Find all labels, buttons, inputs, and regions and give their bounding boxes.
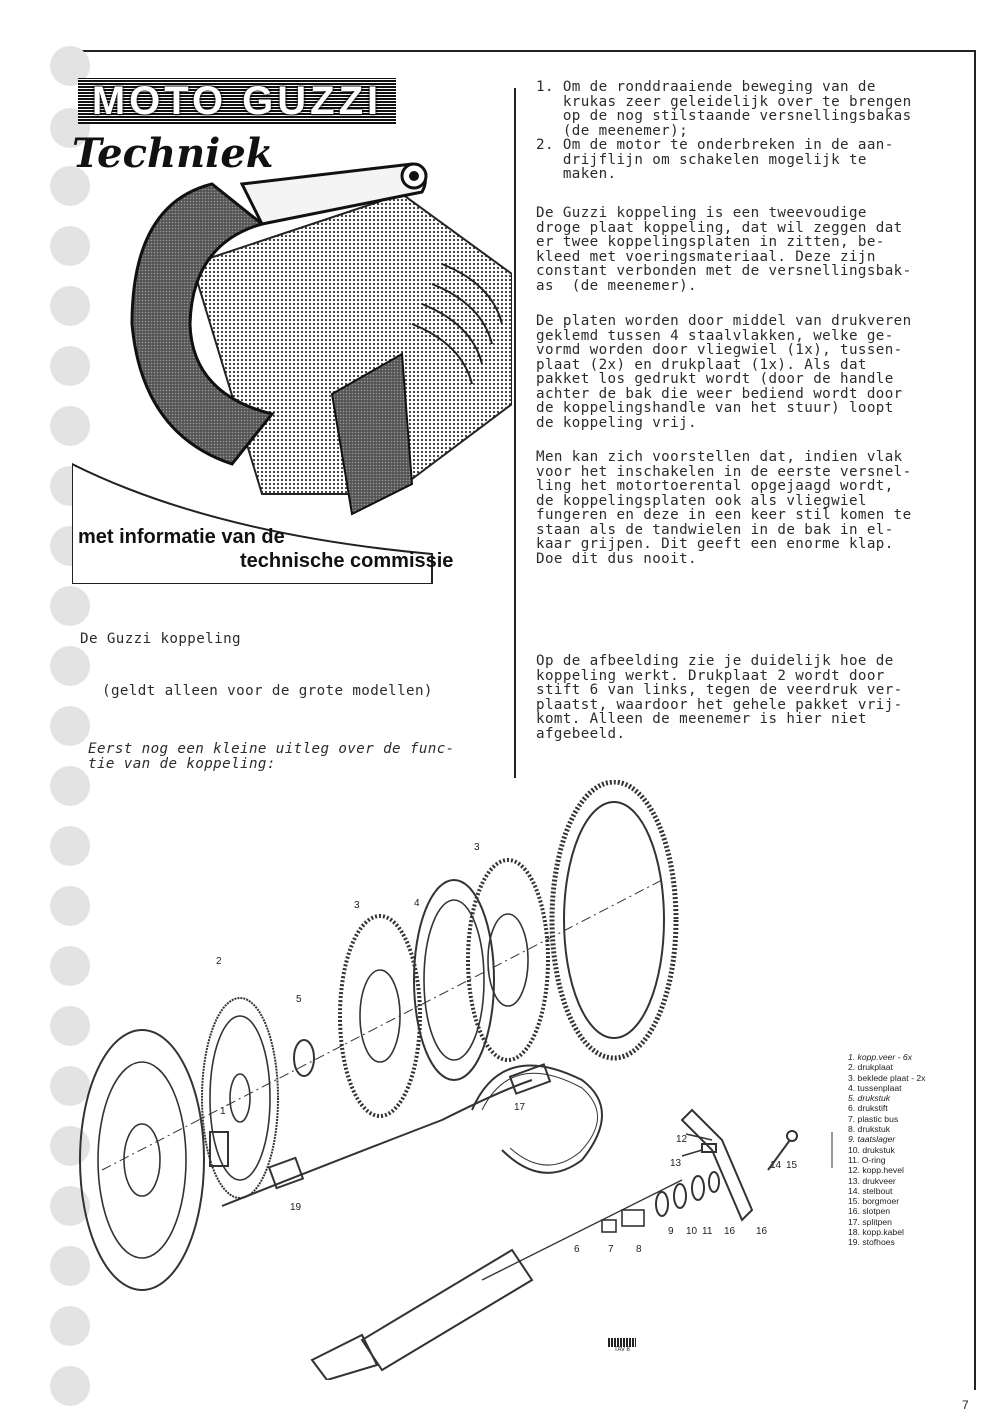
- article-title: De Guzzi koppeling: [80, 631, 241, 647]
- clutch-exploded-view: [62, 780, 962, 1380]
- legend-item: 1. kopp.veer - 6x: [848, 1052, 913, 1062]
- legend-item: 13. drukveer: [848, 1175, 896, 1186]
- part-number: 10: [686, 1226, 698, 1237]
- intro-text: Eerst nog een kleine uitleg over de func- tie van de koppeling:: [88, 741, 455, 772]
- part-number: 3: [474, 842, 480, 853]
- binder-hole: [50, 586, 90, 626]
- logo-caption: TAV 8: [614, 1347, 630, 1353]
- part-number: 8: [636, 1244, 642, 1255]
- legend-item: 8. drukstuk: [848, 1124, 891, 1135]
- part-number: 4: [414, 898, 420, 909]
- part-number: 2: [216, 956, 222, 967]
- parts-legend: [848, 1052, 925, 1248]
- clutch-diagram: [62, 780, 962, 1380]
- section-title: Techniek: [72, 130, 274, 177]
- legend-item: 7. plastic bus: [848, 1113, 899, 1124]
- legend-item: 16. slotpen: [848, 1206, 891, 1217]
- function-list: 1. Om de ronddraaiende beweging van de krukas zeer geleidelijk over te brengen op de nog stilstaande versnellingsbakas (de meenemer); 2. Om de motor te onderbreken in de aan- drijflijn om schakelen mogelijk te maken.: [536, 79, 912, 182]
- legend-item: 4. tussenplaat: [848, 1082, 902, 1093]
- part-number: 7: [608, 1244, 614, 1255]
- paragraph-4: Op de afbeelding zie je duidelijk hoe de koppeling werkt. Drukplaat 2 wordt door stift 6 van links, tegen de veerdruk ver- plaatst, waardoor het gehele pakket vrij- komt. Alleen de meenemer is hier niet afgebeeld.: [536, 653, 903, 742]
- legend-item: 6. drukstift: [848, 1103, 888, 1114]
- article-subtitle: (geldt alleen voor de grote modellen): [102, 683, 433, 699]
- legend-item: 14. stelbout: [848, 1185, 893, 1196]
- part-number: 9: [668, 1226, 674, 1237]
- info-line-2: technische commissie: [240, 550, 454, 572]
- legend-item: 3. beklede plaat - 2x: [848, 1072, 926, 1083]
- part-number: 14: [770, 1160, 782, 1171]
- legend-item: 10. drukstuk: [848, 1144, 895, 1155]
- column-divider: [514, 88, 516, 778]
- paragraph-1: De Guzzi koppeling is een tweevoudige droge plaat koppeling, dat wil zeggen dat er twee koppelingsplaten in zitten, be- kleed met voeringsmateriaal. Deze zijn constant verbonden met de versnellingsbak- as (de meenemer).: [536, 205, 912, 294]
- info-line-1: met informatie van de: [78, 526, 285, 548]
- brand-logo: MOTO GUZZI: [78, 78, 396, 124]
- paragraph-3: Men kan zich voorstellen dat, indien vlak voor het inschakelen in de eerste versnel- ling het motortoerental opgejaagd wordt, de koppelingsplaten ook als vliegwiel fungeren en deze in een keer stil komen te staan als de tandwielen in de bak in el- kaar grijpen. Dit geeft een enorme klap. Doe dit dus nooit.: [536, 449, 912, 567]
- legend-item: 17. splitpen: [848, 1216, 892, 1227]
- legend-item: 12. kopp.hevel: [848, 1165, 904, 1176]
- part-number: 15: [786, 1160, 798, 1171]
- binder-hole: [50, 706, 90, 746]
- masthead: [72, 74, 512, 584]
- part-number: 6: [574, 1244, 580, 1255]
- binder-hole: [50, 646, 90, 686]
- part-number: 16: [724, 1226, 736, 1237]
- legend-item: 2. drukplaat: [848, 1062, 893, 1073]
- part-number: 1: [220, 1106, 226, 1117]
- legend-item: 15. borgmoer: [848, 1196, 900, 1207]
- paragraph-2: De platen worden door middel van drukveren geklemd tussen 4 staalvlakken, welke ge- vormd worden door vliegwiel (1x), tussen- plaat (2x) en drukplaat (1x). Als dat pakket los gedrukt wordt (door de handle achter de bak die weer bediend wordt door de koppelingshandle van het stuur) loopt de koppeling vrij.: [536, 313, 912, 431]
- legend-item: 18. kopp.kabel: [848, 1227, 904, 1238]
- page-number: 7: [962, 1398, 969, 1412]
- part-number: 3: [354, 900, 360, 911]
- part-number: 19: [290, 1202, 302, 1213]
- part-number: 12: [676, 1134, 688, 1145]
- legend-item: 19. stofhoes: [848, 1237, 895, 1248]
- publisher-logo: [608, 1338, 636, 1356]
- part-number: 17: [514, 1102, 526, 1113]
- legend-item: 5. drukstuk: [848, 1093, 891, 1104]
- part-number: 11: [702, 1226, 713, 1237]
- legend-item: 9. taatslager: [848, 1134, 896, 1145]
- part-number: 5: [296, 994, 302, 1005]
- part-number: 16: [756, 1226, 768, 1237]
- part-number: 13: [670, 1158, 682, 1169]
- legend-item: 11. O-ring: [848, 1154, 886, 1165]
- logo-mark: [608, 1338, 636, 1347]
